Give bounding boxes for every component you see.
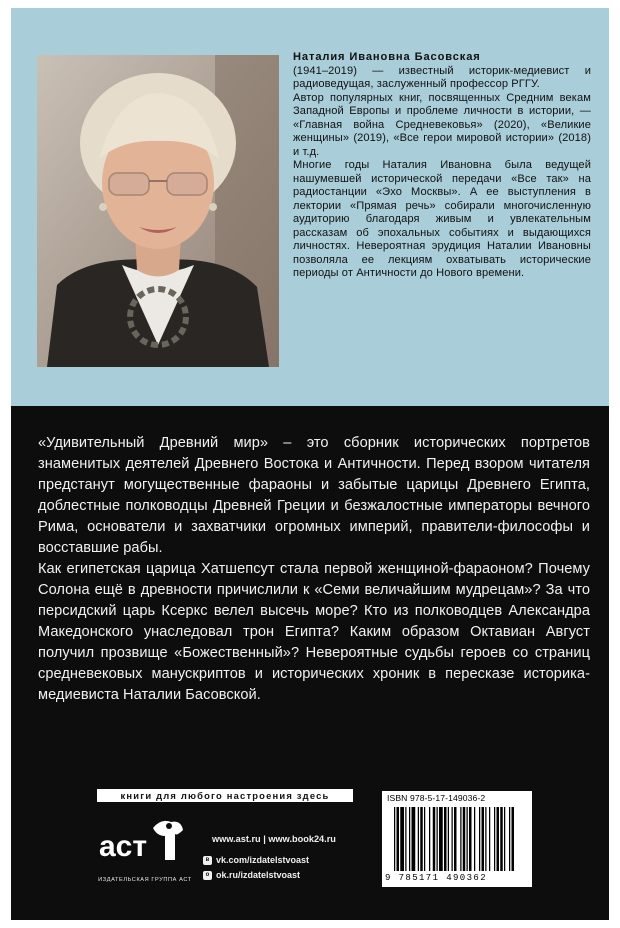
barcode-digits: 9 785171 490362 <box>385 873 488 883</box>
ast-logo <box>93 814 193 874</box>
description-paragraph-2: Как египетская царица Хатшепсут стала первой женщиной-фараоном? Почему Солона ещё в древности причислили к «Семи величайшим мудрецам»? За что персидский царь Ксеркс велел высечь море? Кто из полководцев Александра Македонского унаследовал трон Египта? Каким образом Октавиан Август получил прозвище «Божественный»? Невероятные судьбы героев со страниц средневековых манускриптов и исторических хроник в пересказе историка-медиевиста Наталии Басовской. <box>38 561 590 703</box>
description-paragraph-1: «Удивительный Древний мир» – это сборник исторических портретов знаменитых деятелей Древнего Востока и Античности. Перед взором читателя предстанут могущественные фараоны и забытые царицы Древнего Египта, доблестные полководцы Древней Греции и безжалостные императоры вечного Рима, основатели и захватчики огромных империй, правители-философы и восставшие рабы. <box>38 435 590 556</box>
isbn-barcode-box <box>382 791 532 887</box>
author-photo <box>37 55 279 367</box>
author-panel <box>11 8 609 406</box>
book-description <box>38 433 590 706</box>
tagline-strip: книги для любого настроения здесь <box>97 789 353 802</box>
website-links[interactable]: www.ast.ru | www.book24.ru <box>212 834 336 844</box>
author-bio-books: Автор популярных книг, посвященных Средним векам Западной Европы и проблеме личности в истории, — «Главная война Средневековья» (2020), «Великие женщины» (2019), «Все герои мировой истории» (2018) и т.д. <box>293 91 591 158</box>
author-bio <box>293 51 591 281</box>
author-bio-career: Многие годы Наталия Ивановна была ведущей нашумевшей исторической передачи «Все так» на радиостанции «Эхо Москвы». А ее выступления в лектории «Прямая речь» собирали многочисленную аудиторию благодаря живым и увлекательным рассказам об эпохальных событиях и выдающихся личностях. Невероятная эрудиция Наталии Ивановны позволяла ее лекциям охватывать исторические периоды от Античности до Нового времени. <box>293 159 591 279</box>
vk-icon: в <box>203 856 212 865</box>
ok-link[interactable] <box>203 870 300 880</box>
isbn-number: ISBN 978-5-17-149036-2 <box>387 793 486 803</box>
author-bio-dates: (1941–2019) — известный историк-медиевист и радиоведущая, заслуженный профессор РГГУ. <box>293 64 591 90</box>
ok-icon: о <box>203 871 212 880</box>
vk-link-text: vk.com/izdatelstvoast <box>216 855 310 865</box>
book-back-cover <box>11 8 609 920</box>
logo-text: аст <box>99 830 148 863</box>
author-name: Наталия Ивановна Басовская <box>293 51 481 63</box>
ok-link-text: ok.ru/izdatelstvoast <box>216 870 301 880</box>
vk-link[interactable] <box>203 855 309 865</box>
publisher-name: ИЗДАТЕЛЬСКАЯ ГРУППА АСТ <box>98 877 192 883</box>
